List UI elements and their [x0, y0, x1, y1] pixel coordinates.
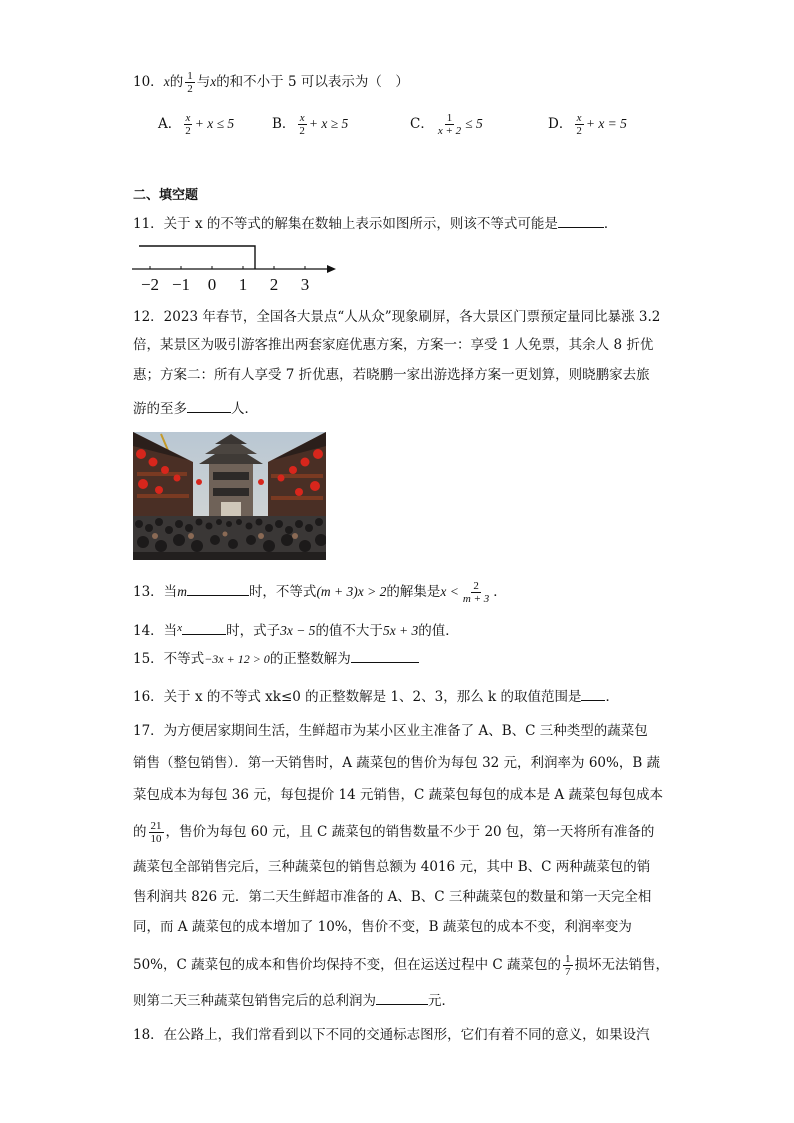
option-b[interactable]: B． $\frac{x}{2}$ + x ≥ 5 [272, 112, 349, 137]
question-12-line2: 倍，某景区为吸引游客推出两套家庭优惠方案，方案一：享受 1 人免票，其余人 8 折优 [133, 337, 654, 353]
section-title: 二、填空题 [133, 188, 199, 203]
question-16: 16．关于 x 的不等式 xk≤0 的正整数解是 1、2、3，那么 k 的取值范围是 ． [133, 686, 619, 708]
question-17-line9: 则第二天三种蔬菜包销售完后的总利润为 元． [133, 990, 455, 1012]
crowd-scene-photo [133, 432, 326, 560]
number-line-tick-label: −1 [171, 275, 191, 294]
solution-bracket [139, 246, 255, 269]
fraction-one-half: $\frac{1}{2}$ [187, 70, 193, 95]
number-line-tick-label: −2 [140, 275, 160, 294]
question-13: 13．当m 时，不等式(m + 3)x > 2的解集是x < $\frac{2}{m + 3}$ ． [133, 580, 507, 605]
number-line-tick-label: 0 [207, 275, 217, 294]
question-17-line6: 售利润共 826 元．第二天生鲜超市准备的 A、B、C 三种蔬菜包的数量和第一天完全相 [133, 889, 652, 905]
number-line-tick-label: 1 [238, 275, 248, 294]
question-12-line3: 惠；方案二：所有人享受 7 折优惠，若晓鹏一家出游选择方案一更划算，则晓鹏家去旅 [133, 367, 650, 383]
number-line [128, 238, 344, 294]
question-17-line2: 销售（整包销售）．第一天销售时，A 蔬菜包的售价为每包 32 元，利润率为 60%，B 蔬 [133, 755, 661, 771]
question-14: 14．当$^x$ 时，式子3x − 5的值不大于5x + 3的值． [133, 622, 459, 639]
question-15: 15．不等式−3x + 12 > 0的正整数解为 [133, 648, 419, 670]
answer-blank[interactable] [558, 213, 604, 228]
question-18-line1: 18．在公路上，我们常看到以下不同的交通标志图形，它们有着不同的意义，如果设汽 [133, 1027, 650, 1043]
question-17-line1: 17．为方便居家期间生活，生鲜超市为某小区业主准备了 A、B、C 三种类型的蔬菜包 [133, 723, 648, 739]
answer-blank[interactable] [182, 620, 226, 635]
question-12-line4: 游的至多 人． [133, 398, 258, 420]
question-17-line5: 蔬菜包全部销售完后，三种蔬菜包的销售总额为 4016 元，其中 B、C 两种蔬菜包的销 [133, 859, 651, 875]
option-a[interactable]: A． $\frac{x}{2}$ + x ≤ 5 [158, 112, 235, 137]
option-d[interactable]: D． $\frac{x}{2}$ + x = 5 [548, 112, 627, 137]
answer-blank[interactable] [187, 398, 231, 413]
question-17-line8: 50%，C 蔬菜包的成本和售价均保持不变，但在运送过程中 C 蔬菜包的 $\frac{1}{7}$ 损坏无法销售， [133, 953, 670, 978]
question-17-line7: 同，而 A 蔬菜包的成本增加了 10%，售价不变，B 蔬菜包的成本不变，利润率变为 [133, 919, 632, 935]
question-11: 11．关于 x 的不等式的解集在数轴上表示如图所示，则该不等式可能是 ． [133, 213, 617, 235]
answer-blank[interactable] [351, 648, 419, 663]
question-17-line3: 菜包成本为每包 36 元，每包提价 14 元销售，C 蔬菜包每包的成本是 A 蔬菜包每包成本 [133, 787, 663, 803]
number-line-tick-label: 2 [269, 275, 279, 294]
answer-blank[interactable] [376, 990, 428, 1005]
answer-blank[interactable] [581, 686, 605, 701]
question-12-line1: 12．2023 年春节，全国各大景点“人从众”现象刷屏，各大景区门票预定量同比暴涨 3.2 [133, 309, 661, 325]
question-10: 10．x的 $\frac{1}{2}$ 与x的和不小于 5 可以表示为（ ） [133, 70, 409, 95]
number-line-arrow [327, 265, 336, 273]
option-c[interactable]: C． $\frac{1}{x + 2}$ ≤ 5 [410, 112, 483, 137]
question-17-line4: 的 $\frac{21}{10}$ ，售价为每包 60 元，且 C 蔬菜包的销售数量不少于 20 包，第一天将所有准备的 [133, 820, 655, 845]
number-line-tick-label: 3 [300, 275, 310, 294]
answer-blank[interactable] [187, 581, 249, 596]
